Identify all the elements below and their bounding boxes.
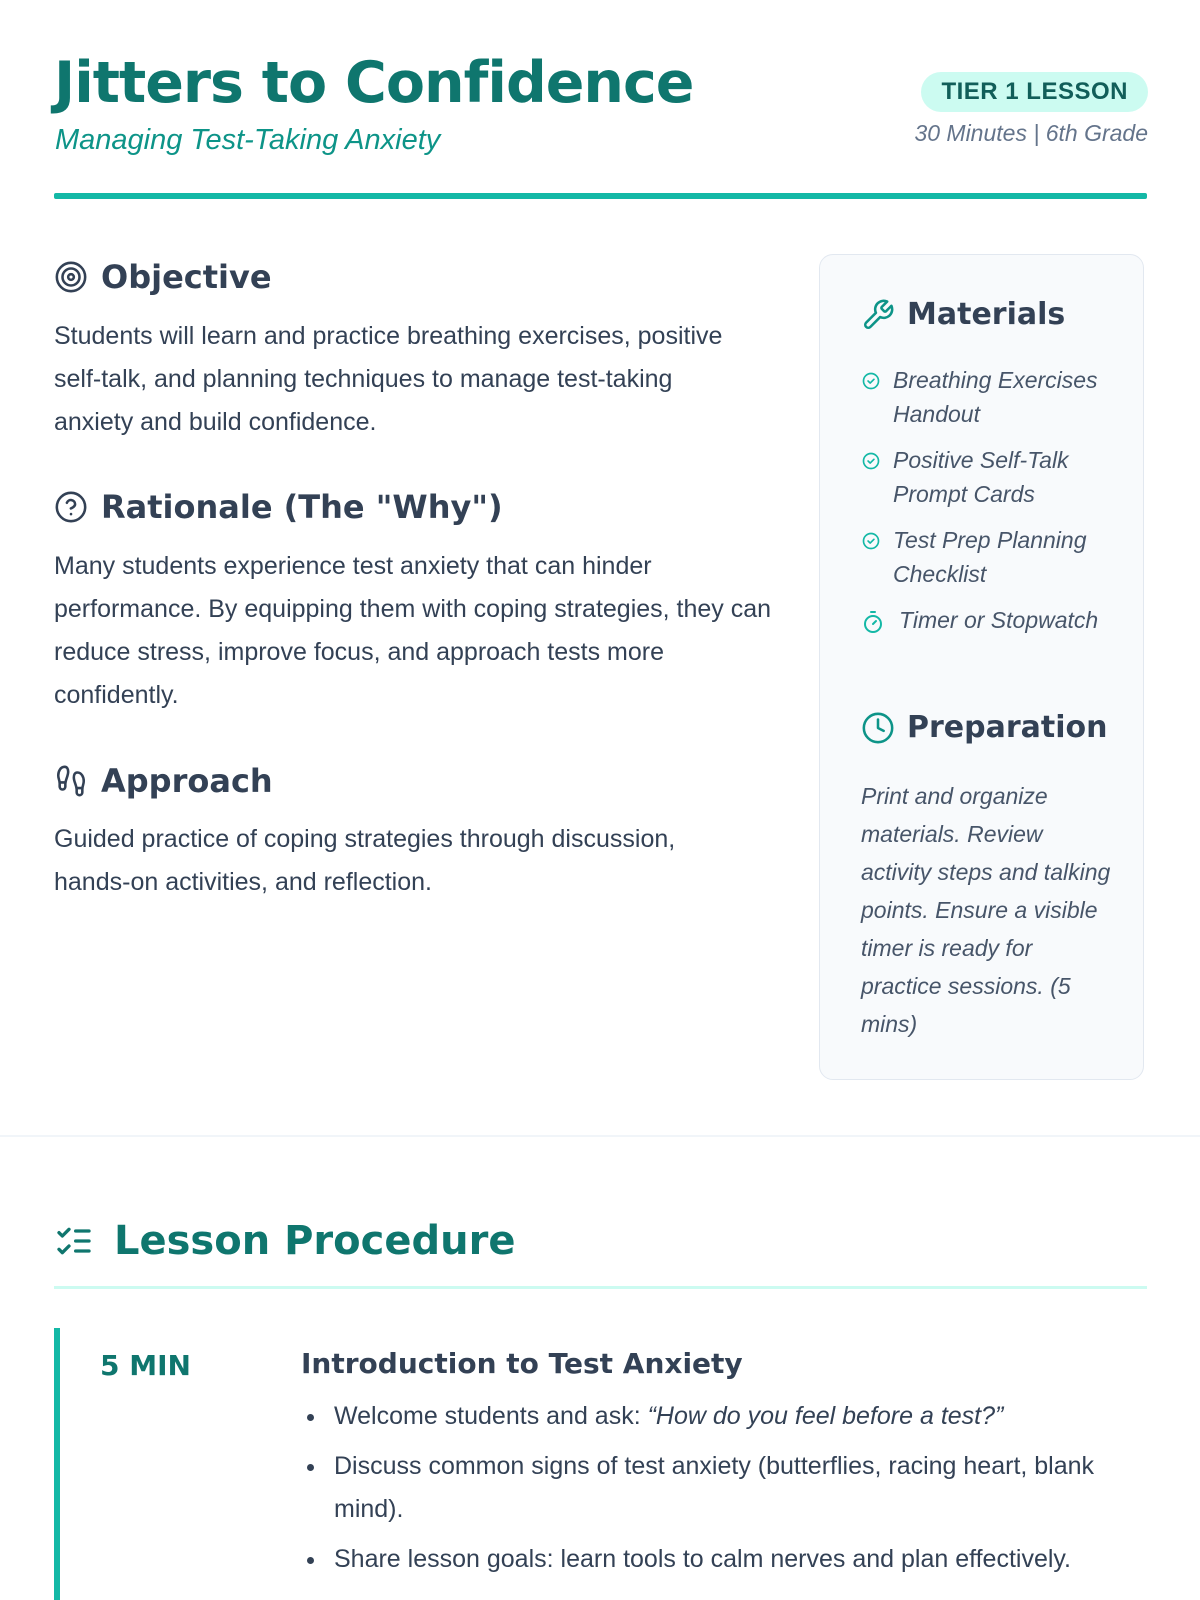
preparation-text: Print and organize materials. Review activity steps and talking points. Ensure a visible timer is ready for practice sessions. (5 mins) (861, 783, 1111, 1037)
step-bullet-list (301, 1395, 1147, 1588)
approach-heading (54, 762, 273, 800)
check-circle-icon (861, 371, 881, 391)
rationale-heading-label: Rationale (The "Why") (101, 488, 503, 526)
step-time: 5 MIN (100, 1349, 191, 1382)
wrench-icon (861, 298, 895, 332)
step-bullet-text: Discuss common signs of test anxiety (butterflies, racing heart, blank mind). (334, 1452, 1095, 1523)
tier-badge: TIER 1 LESSON (921, 72, 1148, 112)
step-bullet-quote: “How do you feel before a test?” (647, 1402, 1004, 1430)
materials-item-label: Timer or Stopwatch (899, 607, 1099, 633)
materials-item (861, 603, 1121, 637)
section-divider (0, 1135, 1200, 1137)
objective-heading-label: Objective (101, 258, 272, 296)
check-circle-icon (861, 451, 881, 471)
list-checks-icon (54, 1221, 94, 1261)
rationale-heading (54, 488, 503, 526)
approach-heading-label: Approach (101, 762, 273, 800)
step-bullet (301, 1395, 1147, 1438)
materials-item-label: Positive Self-Talk Prompt Cards (893, 447, 1069, 507)
materials-item (861, 443, 1121, 511)
page-title: Jitters to Confidence (54, 50, 694, 116)
materials-item-label: Breathing Exercises Handout (893, 367, 1098, 427)
procedure-heading-label: Lesson Procedure (114, 1218, 516, 1264)
materials-heading (861, 297, 1065, 332)
materials-heading-label: Materials (907, 297, 1066, 332)
step-bullet (301, 1445, 1147, 1531)
header-divider (54, 193, 1147, 199)
step-title: Introduction to Test Anxiety (301, 1347, 743, 1380)
footprints-icon (54, 764, 88, 798)
materials-item (861, 363, 1121, 431)
page-subtitle: Managing Test-Taking Anxiety (55, 124, 441, 156)
objective-heading (54, 258, 272, 296)
question-circle-icon (54, 490, 88, 524)
procedure-divider (54, 1286, 1147, 1289)
materials-item (861, 523, 1121, 591)
timer-icon (861, 610, 885, 634)
clock-icon (861, 711, 895, 745)
target-icon (54, 260, 88, 294)
approach-text: Guided practice of coping strategies through discussion, hands-on activities, and reflection. (54, 825, 676, 896)
step-accent-bar (54, 1328, 60, 1600)
materials-list (861, 363, 1121, 649)
rationale-text: Many students experience test anxiety that can hinder performance. By equipping them with coping strategies, they can reduce stress, improve focus, and approach tests more confidently. (54, 552, 772, 709)
preparation-heading-label: Preparation (907, 710, 1108, 745)
sidebar-card (819, 254, 1144, 1080)
preparation-heading (861, 710, 1107, 745)
step-bullet-text: Welcome students and ask: (334, 1402, 648, 1430)
step-bullet (301, 1538, 1147, 1581)
step-bullet-text: Share lesson goals: learn tools to calm nerves and plan effectively. (334, 1545, 1071, 1573)
check-circle-icon (861, 531, 881, 551)
lesson-meta: 30 Minutes | 6th Grade (914, 120, 1148, 146)
procedure-heading (54, 1218, 515, 1264)
materials-item-label: Test Prep Planning Checklist (893, 527, 1087, 587)
objective-text: Students will learn and practice breathing exercises, positive self-talk, and planning techniques to manage test-taking anxiety and build confidence. (54, 322, 723, 436)
